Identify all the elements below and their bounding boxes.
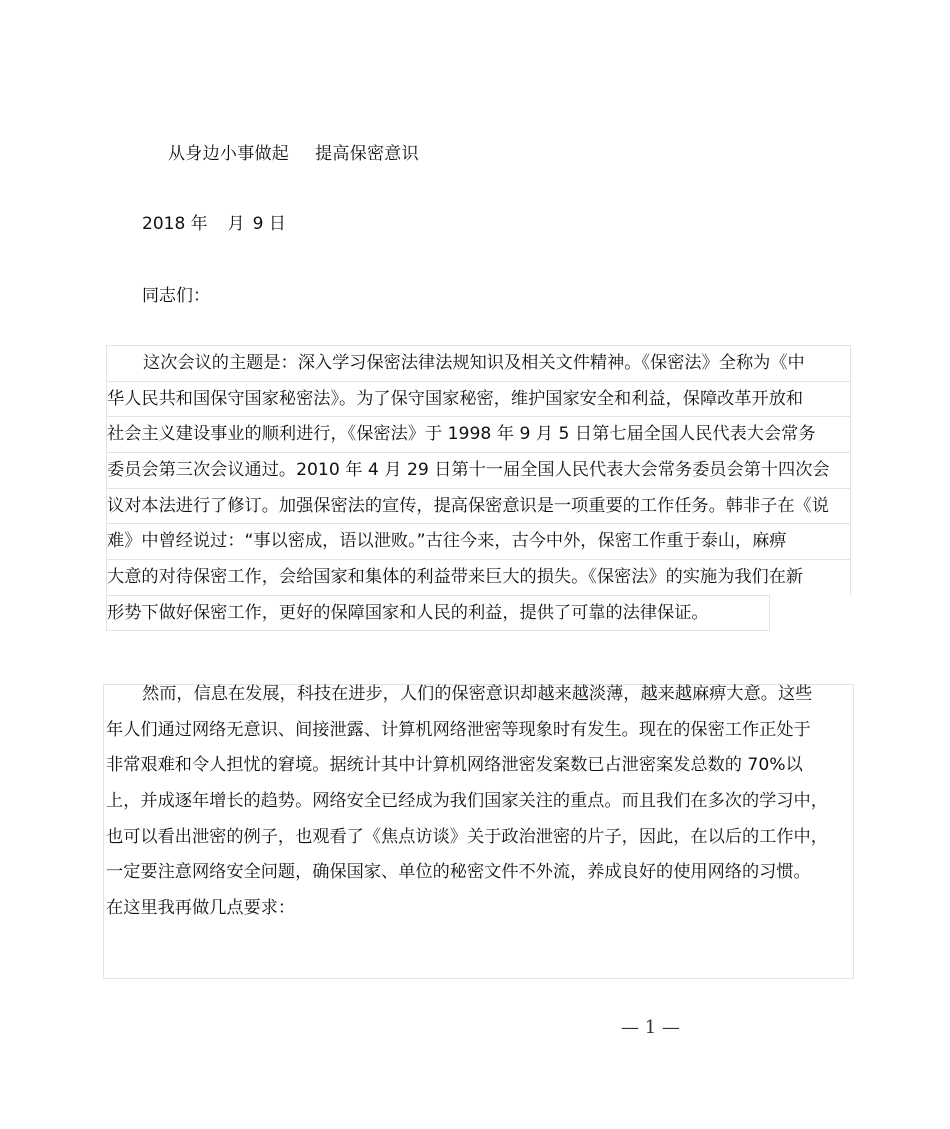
line-text: 非常艰难和令人担忧的窘境。据统计其中计算机网络泄密发案数已占泄密案发总数的 70%以	[106, 755, 803, 776]
title-part-2: 提高保密意识	[315, 144, 419, 164]
paragraph-1-line	[106, 523, 851, 559]
date-month: 月	[227, 214, 245, 234]
paragraph-2-line	[106, 820, 856, 856]
paragraph-1-line	[106, 559, 851, 595]
line-text: 年人们通过网络无意识、间接泄露、计算机网络泄密等现象时有发生。现在的保密工作正处于	[106, 719, 811, 740]
paragraph-1-line	[106, 345, 851, 381]
date-year: 2018 年	[142, 214, 208, 234]
paragraph-2-line	[106, 677, 856, 713]
line-text: 在这里我再做几点要求：	[106, 898, 296, 919]
paragraph-2-line	[106, 713, 856, 749]
paragraph-2-line	[106, 748, 856, 784]
line-text: 形势下做好保密工作，更好的保障国家和人民的利益，提供了可靠的法律保证。	[107, 602, 709, 623]
date-day: 9 日	[252, 214, 286, 234]
line-text: 这次会议的主题是：深入学习保密法律法规知识及相关文件精神。《保密法》全称为《中	[143, 353, 805, 373]
line-text: 社会主义建设事业的顺利进行，《保密法》于 1998 年 9 月 5 日第七届全国人民代表大会常务	[107, 424, 816, 445]
paragraph-1-line	[106, 488, 851, 524]
paragraph-1-line	[106, 595, 770, 631]
line-text: 上，并成逐年增长的趋势。网络安全已经成为我们国家关注的重点。而且我们在多次的学习中，	[106, 791, 828, 812]
title-part-1: 从身边小事做起	[168, 144, 290, 164]
line-text: 然而，信息在发展，科技在进步，人们的保密意识却越来越淡薄，越来越麻痹大意。这些	[142, 684, 813, 704]
paragraph-1	[106, 345, 851, 631]
paragraph-2-line	[106, 784, 856, 820]
line-text: 难》中曾经说过：“事以密成，语以泄败。”古往今来，古今中外，保密工作重于泰山，麻痹	[107, 531, 787, 552]
paragraph-1-line	[106, 381, 851, 417]
greeting: 同志们：	[142, 286, 210, 306]
line-text: 华人民共和国保守国家秘密法》。为了保守国家秘密，维护国家安全和利益，保障改革开放和	[107, 388, 804, 409]
paragraph-2	[106, 677, 856, 927]
paragraph-1-line	[106, 416, 851, 452]
document-title	[168, 139, 419, 164]
paragraph-2-line	[106, 891, 856, 927]
document-date	[142, 209, 286, 234]
line-text: 委员会第三次会议通过。2010 年 4 月 29 日第十一届全国人民代表大会常务委员会第十四次会	[107, 460, 830, 481]
line-text: 大意的对待保密工作，会给国家和集体的利益带来巨大的损失。《保密法》的实施为我们在新	[107, 567, 804, 588]
line-text: 议对本法进行了修订。加强保密法的宣传，提高保密意识是一项重要的工作任务。韩非子在《说	[107, 495, 829, 516]
page-number: — 1 —	[621, 1017, 680, 1038]
line-text: 也可以看出泄密的例子，也观看了《焦点访谈》关于政治泄密的片子，因此，在以后的工作中，	[106, 826, 828, 847]
paragraph-2-line	[106, 855, 856, 891]
paragraph-1-line	[106, 452, 851, 488]
line-text: 一定要注意网络安全问题，确保国家、单位的秘密文件不外流，养成良好的使用网络的习惯。	[106, 862, 811, 883]
